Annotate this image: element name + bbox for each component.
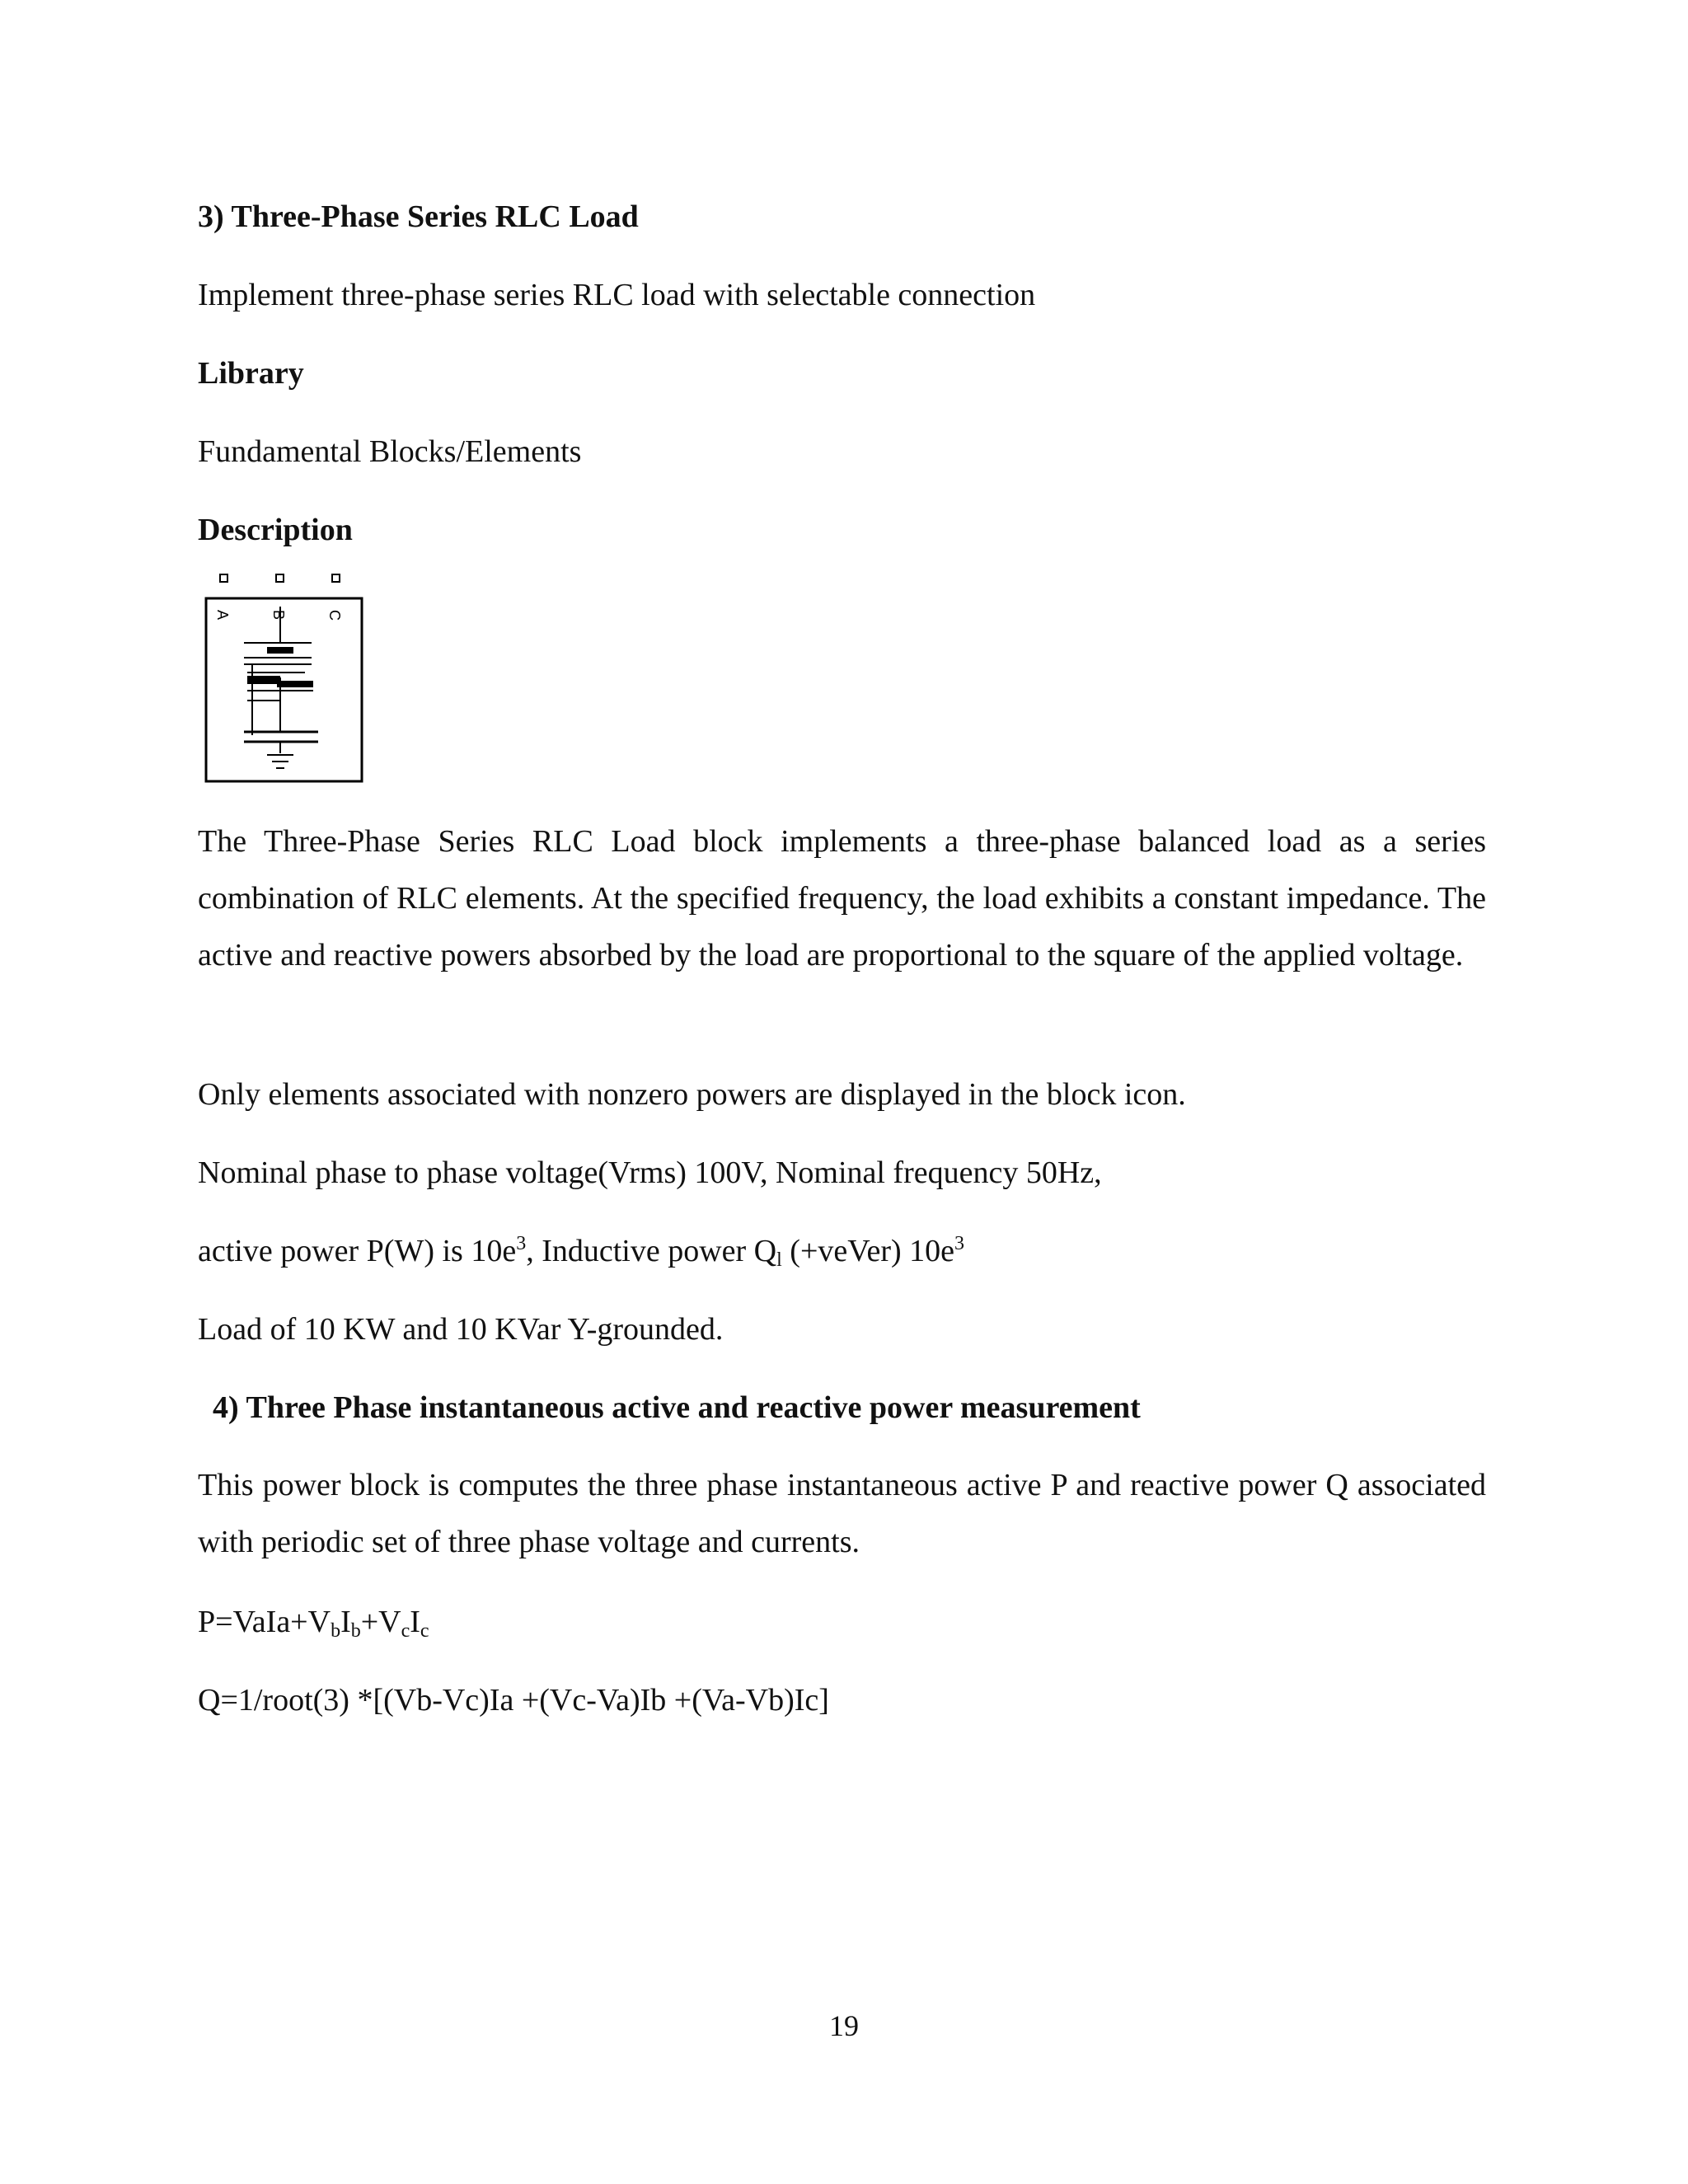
port-a-terminal: [220, 574, 227, 582]
section-4-paragraph: This power block is computes the three phase instantaneous active P and reactive power Q associated with periodic set of three phase voltage and currents.: [198, 1468, 1486, 1559]
parameters-line-1: Nominal phase to phase voltage(Vrms) 100V, Nominal frequency 50Hz,: [198, 1155, 1102, 1190]
description-heading: Description: [198, 513, 353, 547]
port-label-a: A: [214, 610, 231, 621]
section-4-heading: 4) Three Phase instantaneous active and reactive power measurement: [213, 1390, 1141, 1425]
port-b-terminal: [276, 574, 284, 582]
formula-active-power: $P=VaIa+V_bI_b+V_cI_c$: [198, 1605, 429, 1642]
library-heading: Library: [198, 356, 304, 391]
capacitor-element: [244, 732, 318, 753]
resistor-element: [244, 643, 312, 671]
section-3-summary: Implement three-phase series RLC load with selectable connection: [198, 278, 1036, 312]
section-3-heading: 3) Three-Phase Series RLC Load: [198, 199, 639, 234]
library-value: Fundamental Blocks/Elements: [198, 434, 582, 469]
port-c-terminal: [332, 574, 340, 582]
ground-icon: [267, 755, 293, 768]
load-description: Load of 10 KW and 10 KVar Y-grounded.: [198, 1312, 724, 1347]
page-number: 19: [829, 2009, 859, 2042]
icon-note: Only elements associated with nonzero powers are displayed in the block icon.: [198, 1077, 1186, 1112]
formula-reactive-power: Q=1/root(3) *[(Vb-Vc)Ia +(Vc-Va)Ib +(Va-Vb)Ic]: [198, 1683, 829, 1718]
description-paragraph: The Three-Phase Series RLC Load block implements a three-phase balanced load as a series combination of RLC elements. At the specified frequency, the load exhibits a constant impedance. The active and reactive powers absorbed by the load are proportional to the square of the applied voltage.: [198, 824, 1486, 972]
rlc-load-block-icon: [198, 570, 371, 785]
port-label-c: C: [326, 610, 343, 621]
parameters-line-2: active power P(W) is $10e^3$, Inductive power $Q_l$ (+veVer) $10e^3$: [198, 1233, 965, 1271]
port-label-b: B: [270, 610, 287, 621]
